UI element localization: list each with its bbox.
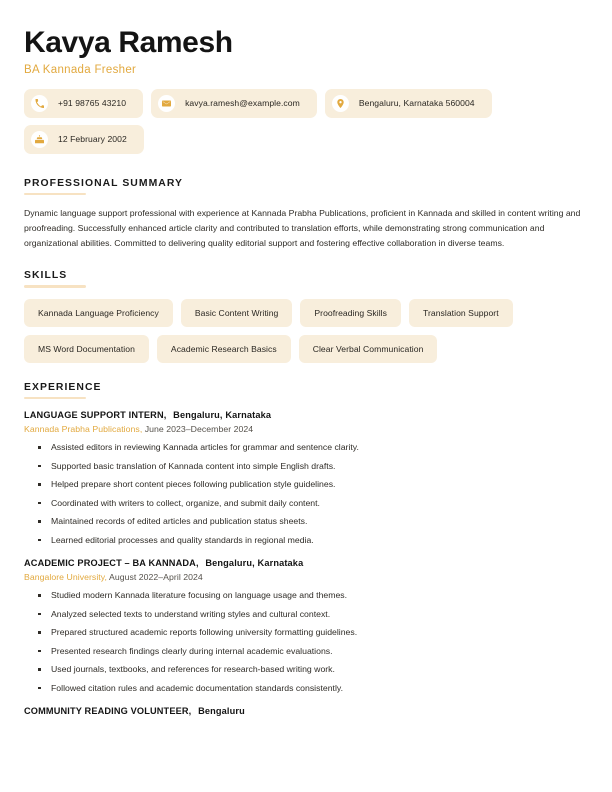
experience-location: Bengaluru, Karnataka — [173, 410, 272, 420]
experience-bullet: Maintained records of edited articles and publication status sheets. — [24, 514, 588, 528]
experience-meta-line — [24, 424, 588, 434]
section-title-summary: PROFESSIONAL SUMMARY — [24, 177, 183, 189]
location-pin-icon — [332, 95, 349, 112]
section-professional-summary — [24, 178, 588, 251]
contact-chip-group — [24, 89, 588, 154]
section-rule — [24, 285, 86, 288]
section-skills — [24, 270, 588, 363]
experience-dates: August 2022–April 2024 — [108, 572, 203, 583]
contact-chip-birthday-cake[interactable] — [24, 125, 144, 154]
contact-chip-phone[interactable] — [24, 89, 143, 118]
skill-chip[interactable]: Academic Research Basics — [157, 335, 291, 363]
experience-title-line — [24, 706, 588, 716]
section-title-skills: SKILLS — [24, 270, 68, 281]
experience-entry — [24, 410, 588, 547]
envelope-icon — [158, 95, 175, 112]
birthday-cake-icon — [31, 131, 48, 148]
skills-row — [24, 299, 588, 327]
skill-chip[interactable]: Clear Verbal Communication — [299, 335, 438, 363]
contact-chip-label: 12 February 2002 — [58, 134, 127, 145]
section-rule — [24, 397, 86, 400]
candidate-name: Kavya Ramesh — [24, 26, 233, 59]
contact-row — [24, 89, 588, 118]
skill-chip[interactable]: Proofreading Skills — [300, 299, 401, 327]
skills-row — [24, 335, 588, 363]
experience-bullet: Presented research findings clearly during internal academic evaluations. — [24, 644, 588, 658]
skill-chip-group — [24, 299, 588, 363]
experience-organization: Kannada Prabha Publications, — [24, 424, 143, 434]
candidate-subtitle: BA Kannada Fresher — [24, 63, 137, 76]
experience-title-line — [24, 410, 588, 420]
phone-icon — [31, 95, 48, 112]
contact-chip-label: Bengaluru, Karnataka 560004 — [358, 98, 475, 109]
experience-organization: Bangalore University, — [24, 572, 107, 583]
experience-bullet-list — [24, 588, 588, 695]
experience-bullet: Studied modern Kannada literature focusing on language usage and themes. — [24, 588, 588, 602]
section-experience — [24, 382, 588, 717]
experience-bullet: Assisted editors in reviewing Kannada articles for grammar and sentence clarity. — [24, 440, 588, 454]
summary-body-text: Dynamic language support professional with experience at Kannada Prabha Publications, proficient in Kannada and skilled in content writing and proofreading. Successfully enhanced article clarity and contributed to translation efforts, while demonstrating strong communication and organizational abilities. Committed to delivering quality editorial support and fostering effective collaboration in diverse teams. — [24, 208, 581, 249]
resume-header — [24, 26, 588, 154]
contact-chip-label: kavya.ramesh@example.com — [185, 98, 300, 109]
experience-location: Bengaluru, Karnataka — [205, 558, 304, 569]
experience-bullet: Analyzed selected texts to understand writing styles and cultural context. — [24, 607, 588, 621]
experience-bullet: Followed citation rules and academic documentation standards consistently. — [24, 681, 588, 695]
skill-chip[interactable]: Translation Support — [409, 299, 513, 327]
experience-bullet: Prepared structured academic reports following university formatting guidelines. — [24, 625, 588, 639]
experience-role: COMMUNITY READING VOLUNTEER, — [24, 706, 192, 717]
contact-chip-location-pin[interactable] — [325, 89, 492, 118]
experience-entry-list — [24, 410, 588, 716]
experience-title-line — [24, 558, 588, 568]
skill-chip[interactable]: Kannada Language Proficiency — [24, 299, 173, 327]
experience-bullet: Supported basic translation of Kannada content into simple English drafts. — [24, 459, 588, 473]
experience-bullet: Learned editorial processes and quality standards in regional media. — [24, 533, 588, 547]
experience-entry — [24, 706, 588, 716]
section-rule — [24, 193, 86, 196]
contact-chip-label: +91 98765 43210 — [58, 98, 127, 109]
contact-chip-envelope[interactable] — [151, 89, 317, 118]
experience-dates: June 2023–December 2024 — [144, 424, 254, 434]
experience-entry — [24, 558, 588, 695]
experience-bullet: Helped prepare short content pieces following publication style guidelines. — [24, 477, 588, 491]
skill-chip[interactable]: Basic Content Writing — [181, 299, 293, 327]
section-title-experience: EXPERIENCE — [24, 381, 102, 393]
contact-row — [24, 125, 588, 154]
experience-role: LANGUAGE SUPPORT INTERN, — [24, 410, 167, 420]
experience-bullet: Coordinated with writers to collect, organize, and submit daily content. — [24, 496, 588, 510]
experience-bullet: Used journals, textbooks, and references for research-based writing work. — [24, 662, 588, 676]
skill-chip[interactable]: MS Word Documentation — [24, 335, 149, 363]
experience-bullet-list — [24, 440, 588, 547]
experience-role: ACADEMIC PROJECT – BA KANNADA, — [24, 558, 199, 569]
experience-meta-line — [24, 572, 588, 582]
experience-location: Bengaluru — [198, 706, 245, 717]
